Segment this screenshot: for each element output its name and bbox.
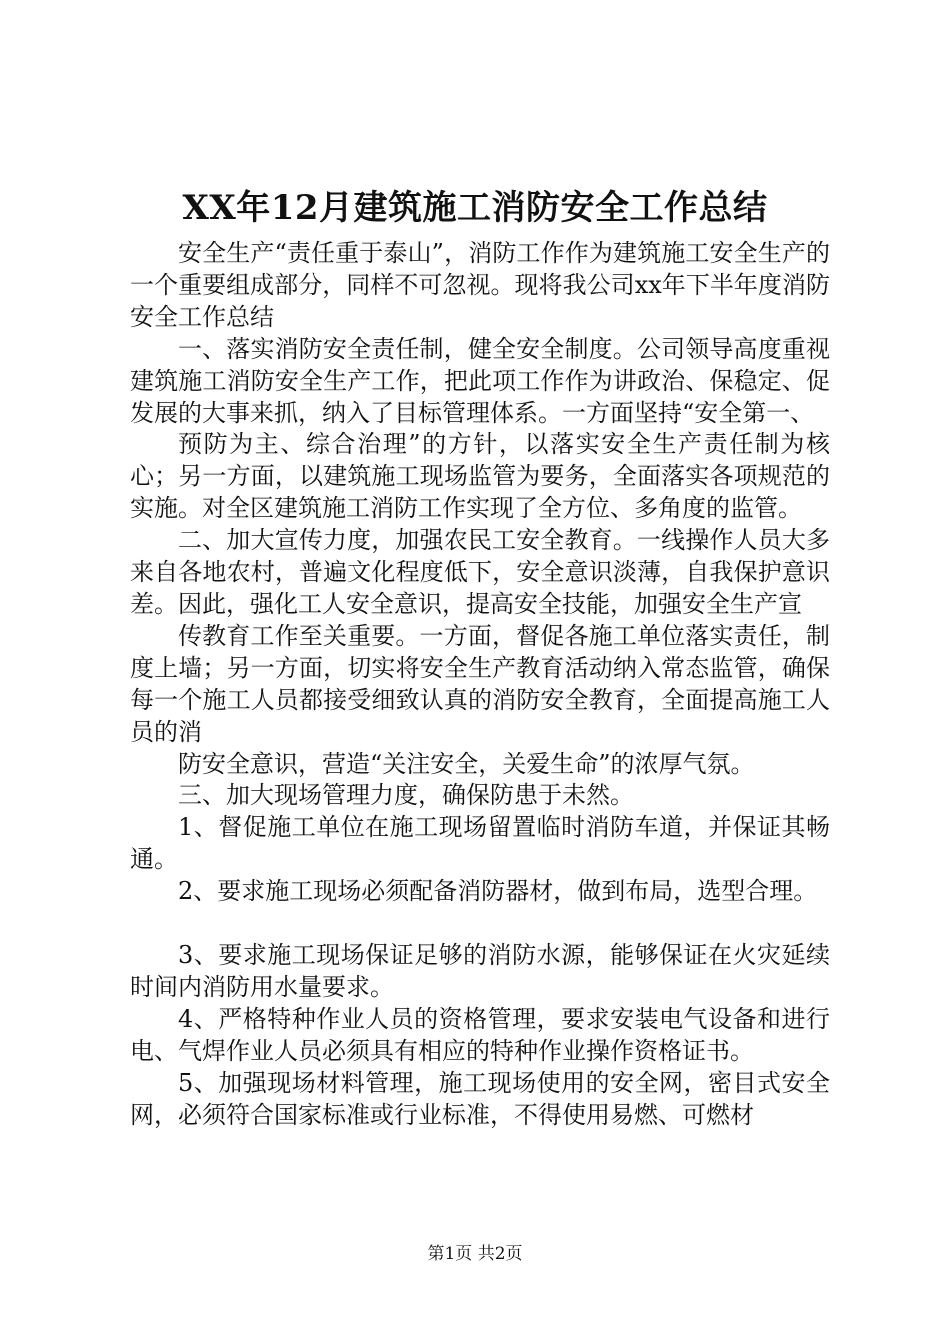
paragraph-section-1-cont: 预防为主、综合治理”的方针，以落实安全生产责任制为核心；另一方面，以建筑施工现场监管为要务，全面落实各项规范的实施。对全区建筑施工消防工作实现了全方位、多角度的监管。 xyxy=(130,430,830,523)
paragraph-intro: 安全生产“责任重于泰山”，消防工作作为建筑施工安全生产的一个重要组成部分，同样不可忽视。现将我公司xx年下半年度消防安全工作总结 xyxy=(130,239,830,331)
document-title: XX年12月建筑施工消防安全工作总结 xyxy=(182,188,768,228)
list-item-3: 3、要求施工现场保证足够的消防水源，能够保证在火灾延续时间内消防用水量要求。 xyxy=(130,941,830,1001)
paragraph-section-2: 二、加大宣传力度，加强农民工安全教育。一线操作人员大多来自各地农村，普遍文化程度低下，安全意识淡薄，自我保护意识差。因此，强化工人安全意识，提高安全技能，加强安全生产宣 xyxy=(130,526,830,618)
list-item-1: 1、督促施工单位在施工现场留置临时消防车道，并保证其畅通。 xyxy=(130,813,830,874)
paragraph-section-3-heading: 三、加大现场管理力度，确保防患于未然。 xyxy=(178,781,634,810)
paragraph-section-2-cont: 传教育工作至关重要。一方面，督促各施工单位落实责任，制度上墙；另一方面，切实将安全生产教育活动纳入常态监管，确保每一个施工人员都接受细致认真的消防安全教育，全面提高施工人员的消 xyxy=(130,621,830,746)
list-item-4: 4、严格特种作业人员的资格管理，要求安装电气设备和进行电、气焊作业人员必须具有相应的特种作业操作资格证书。 xyxy=(130,1004,830,1065)
paragraph-section-1: 一、落实消防安全责任制，健全安全制度。公司领导高度重视建筑施工消防安全生产工作，把此项工作作为讲政治、保稳定、促发展的大事来抓，纳入了目标管理体系。一方面坚持“安全第一、 xyxy=(130,334,830,427)
list-item-5: 5、加强现场材料管理，施工现场使用的安全网，密目式安全网，必须符合国家标准或行业标准，不得使用易燃、可燃材 xyxy=(130,1068,830,1129)
page-number-footer: 第1页 共2页 xyxy=(427,1244,523,1264)
document-body xyxy=(130,238,830,1131)
paragraph-section-2-end: 防安全意识，营造“关注安全，关爱生命”的浓厚气氛。 xyxy=(178,749,755,778)
list-item-2: 2、要求施工现场必须配备消防器材，做到布局，选型合理。 xyxy=(178,877,818,906)
